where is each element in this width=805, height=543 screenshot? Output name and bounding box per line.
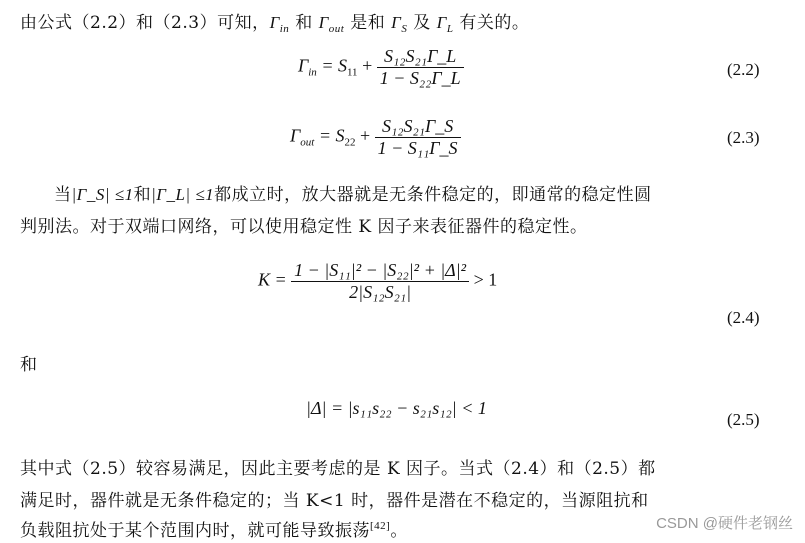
eq23-lhs-sub: out [300,136,315,149]
citation-reference: [42] [370,520,391,532]
gamma-s-symbol: Γ [391,13,402,32]
eq24-numerator: 1 − |S₁₁|² − |S₂₂|² + |Δ|² [291,260,469,282]
eq23-s22-sub: 22 [344,136,356,149]
eq24-denominator: 2|S₁₂S₂₁| [349,282,412,302]
equation-number-2-4: (2.4) [727,308,760,327]
gamma-out-symbol: Γ [318,13,329,32]
paragraph-conclusion-line1: 其中式（2.5）较容易满足，因此主要考虑的是 K 因子。当式（2.4）和（2.5）都 [20,459,656,479]
subscript-l: L [446,23,454,35]
equation-2-2 [298,46,464,89]
subscript-out: out [328,23,345,35]
eq22-lhs: Γ [298,55,309,76]
eq22-numerator: S₁₂S₂₁Γ_L [377,46,464,68]
eq24-lhs: K = [258,269,287,290]
intro-text: 由公式（2.2）和（2.3）可知， [20,13,270,33]
subscript-in: in [279,23,290,35]
eq24-fraction [291,260,469,303]
csdn-watermark: CSDN @硬件老钢丝 [656,515,793,532]
eq22-lhs-sub: in [308,66,317,79]
subscript-s: S [401,23,408,35]
eq23-plus: + [355,125,375,146]
equation-number-2-2: (2.2) [727,60,760,79]
paragraph-condition-line1 [20,180,652,205]
suffix-text: 有关的。 [453,13,530,33]
mid-text: 是和 [344,13,392,33]
equation-2-5: |Δ| = |s₁₁s₂₂ − s₂₁s₁₂| < 1 [306,398,487,418]
paragraph-conclusion-line3 [20,516,408,541]
equation-number-2-5: (2.5) [727,410,760,429]
equation-2-4 [258,260,497,303]
equation-2-3 [290,116,461,159]
condition-gamma-l: |Γ_L| ≤1 [151,185,215,204]
gamma-in-symbol: Γ [269,13,280,32]
eq22-equals: = S [316,55,347,76]
conclusion-text: 负载阻抗处于某个范围内时，就可能导致振荡 [20,521,370,541]
cond-and: 和 [133,185,152,205]
eq23-lhs: Γ [290,125,301,146]
paragraph-condition-line2: 判别法。对于双端口网络，可以使用稳定性 K 因子来表征器件的稳定性。 [20,217,588,237]
condition-gamma-s: |Γ_S| ≤1 [71,185,134,204]
eq24-rhs: > 1 [473,269,498,290]
eq22-denominator: 1 − S₂₂Γ_L [379,68,461,88]
eq23-denominator: 1 − S₁₁Γ_S [377,138,458,158]
and-word: 和 [20,355,38,375]
cond-prefix: 当 [54,185,72,205]
cond-suffix: 都成立时，放大器就是无条件稳定的，即通常的稳定性圆 [214,185,652,205]
gamma-l-symbol: Γ [436,13,447,32]
equation-number-2-3: (2.3) [727,128,760,147]
eq22-fraction [377,46,464,89]
conjunction-text-2: 及 [407,13,437,33]
eq23-fraction [375,116,461,159]
eq22-s11-sub: 11 [346,66,358,79]
conjunction-text: 和 [289,13,319,33]
eq23-equals: = S [314,125,345,146]
paragraph-intro [20,8,529,35]
eq22-plus: + [357,55,377,76]
conclusion-period: 。 [390,521,408,541]
paragraph-conclusion-line2: 满足时，器件就是无条件稳定的；当 K<1 时，器件是潜在不稳定的，当源阻抗和 [20,491,649,511]
eq23-numerator: S₁₂S₂₁Γ_S [375,116,461,138]
